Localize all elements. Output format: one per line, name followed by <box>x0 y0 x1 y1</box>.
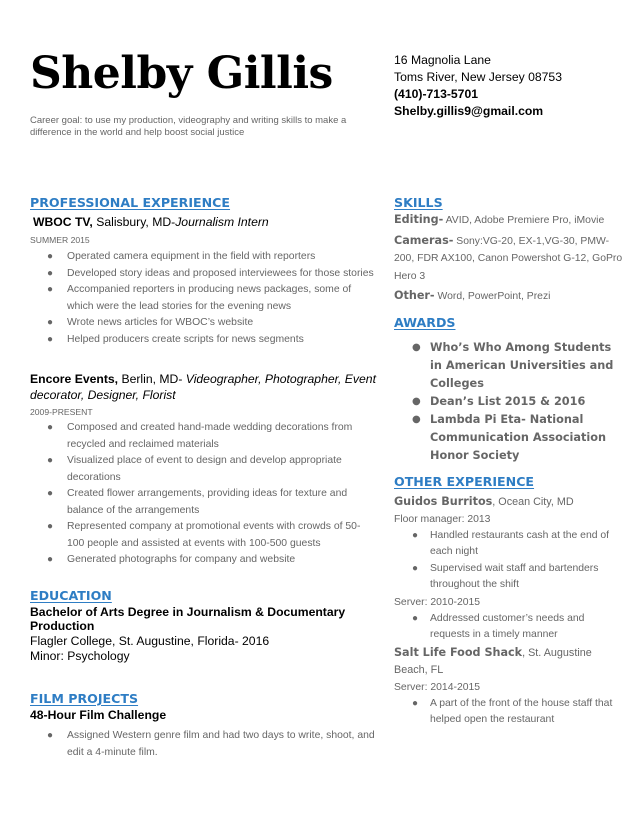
bullet-icon: ● <box>47 284 54 295</box>
list-item: ● Supervised wait staff and bartenders throughout the shift <box>412 562 599 590</box>
awards-heading: AWARDS <box>394 314 456 330</box>
job-location: Berlin, MD- <box>118 372 186 386</box>
job-bullets-wboc <box>30 249 376 348</box>
list-item: ● Handled restaurants cash at the end of each night <box>412 529 610 557</box>
bullet-icon: ● <box>412 697 419 709</box>
job-role: Journalism Intern <box>175 215 269 229</box>
education-school: Flagler College, St. Augustine, Florida- 2016 <box>30 634 270 649</box>
list-item: ● Helped producers create scripts for news segments <box>30 332 376 349</box>
education-block <box>30 605 376 664</box>
professional-experience-heading: PROFESSIONAL EXPERIENCE <box>30 195 231 210</box>
film-bullets <box>30 728 376 761</box>
education-heading: EDUCATION <box>30 587 112 603</box>
address-line-1: 16 Magnolia Lane <box>394 53 491 67</box>
skills-heading: SKILLS <box>394 195 443 210</box>
other-bullets-floor <box>394 528 624 594</box>
bullet-icon: ● <box>412 562 419 574</box>
list-item: ● Operated camera equipment in the field with reporters <box>30 249 376 266</box>
bullet-icon: ● <box>47 455 54 466</box>
bullet-icon: ● <box>47 251 54 262</box>
bullet-icon: ● <box>47 730 54 742</box>
list-item: ● Developed story ideas and proposed interviewees for those stories <box>30 266 376 283</box>
list-item: ● Dean’s List 2015 & 2016 <box>394 393 624 411</box>
bullet-icon: ● <box>412 413 421 425</box>
list-item: ● Lambda Pi Eta- National Communication Association Honor Society <box>412 412 607 462</box>
list-item: ● Accompanied reporters in producing news packages, some of which were the lead stories for the evening news <box>47 284 352 312</box>
film-projects-heading: FILM PROJECTS <box>30 690 139 706</box>
skills-other: Other- Word, PowerPoint, Prezi <box>394 289 551 302</box>
other-bullets-salt-life <box>394 696 624 729</box>
job-header-wboc <box>30 214 376 230</box>
bullet-icon: ● <box>47 333 54 345</box>
bullet-icon: ● <box>412 612 419 624</box>
list-item: ● Wrote news articles for WBOC’s website <box>30 315 376 332</box>
list-item: ● Generated photographs for company and website <box>30 552 376 569</box>
awards-list <box>394 339 624 465</box>
list-item: ● Assigned Western genre film and had two days to write, shoot, and edit a 4-minute film. <box>47 730 375 758</box>
right-column <box>394 195 624 729</box>
list-item: ● Visualized place of event to design and develop appropriate decorations <box>47 455 342 483</box>
bullet-icon: ● <box>412 341 421 353</box>
contact-block <box>394 52 634 120</box>
skills-cameras: Cameras- Sony:VG-20, EX-1,VG-30, PMW-200, FDR AX100, Canon Powershot G-12, GoPro Hero 3 <box>394 233 623 282</box>
phone-number: (410)-713-5701 <box>394 87 479 101</box>
job-bullets-encore <box>30 420 376 569</box>
bullet-icon: ● <box>47 422 54 433</box>
address-line-2: Toms River, New Jersey 08753 <box>394 70 562 84</box>
job-location: Salisbury, MD- <box>92 215 176 229</box>
job-dates: 2009-PRESENT <box>30 407 93 417</box>
other-role: Floor manager: 2013 <box>394 513 491 525</box>
other-bullets-server <box>394 611 624 644</box>
list-item: ● Who’s Who Among Students in American Universities and Colleges <box>412 340 614 390</box>
bullet-icon: ● <box>412 395 421 407</box>
list-item: ● Created flower arrangements, providing ideas for texture and balance of the arrangements <box>47 488 348 516</box>
bullet-icon: ● <box>47 317 54 328</box>
bullet-icon: ● <box>47 488 54 499</box>
skills-editing: Editing- AVID, Adobe Premiere Pro, iMovie <box>394 213 605 226</box>
bullet-icon: ● <box>47 554 54 565</box>
job-dates: SUMMER 2015 <box>30 235 90 245</box>
list-item: ● Addressed customer’s needs and requests in a timely manner <box>412 612 585 640</box>
bullet-icon: ● <box>47 521 54 532</box>
list-item: ● A part of the front of the house staff that helped open the restaurant <box>412 697 613 725</box>
left-column <box>30 195 376 761</box>
job-role: Videographer, Photographer, Event decorator, Designer, Florist <box>30 372 376 402</box>
film-project-title: 48-Hour Film Challenge <box>30 707 167 722</box>
career-goal: Career goal: to use my production, videography and writing skills to make a difference in the world and help boost social justice <box>30 115 347 139</box>
bullet-icon: ● <box>412 529 419 541</box>
job-header-encore <box>30 371 376 403</box>
list-item: ● Composed and created hand-made wedding decorations from recycled and reclaimed materials <box>47 422 353 450</box>
other-job-guidos: Guidos Burritos, Ocean City, MD <box>394 494 574 508</box>
education-degree: Bachelor of Arts Degree in Journalism & Documentary Production <box>30 604 346 634</box>
email-address: Shelby.gillis9@gmail.com <box>394 104 544 118</box>
job-company: WBOC TV, <box>33 215 93 229</box>
resume-name: Shelby Gillis <box>30 48 333 99</box>
other-role: Server: 2014-2015 <box>394 681 481 693</box>
job-company: Encore Events, <box>30 372 119 386</box>
other-experience-heading: OTHER EXPERIENCE <box>394 473 535 489</box>
bullet-icon: ● <box>47 267 54 279</box>
list-item: ● Represented company at promotional events with crowds of 50-100 people and assisted at events with 100-500 guests <box>47 521 361 549</box>
other-role: Server: 2010-2015 <box>394 596 481 608</box>
education-minor: Minor: Psychology <box>30 648 130 663</box>
other-job-salt-life: Salt Life Food Shack, St. Augustine Beach, FL <box>394 645 592 676</box>
